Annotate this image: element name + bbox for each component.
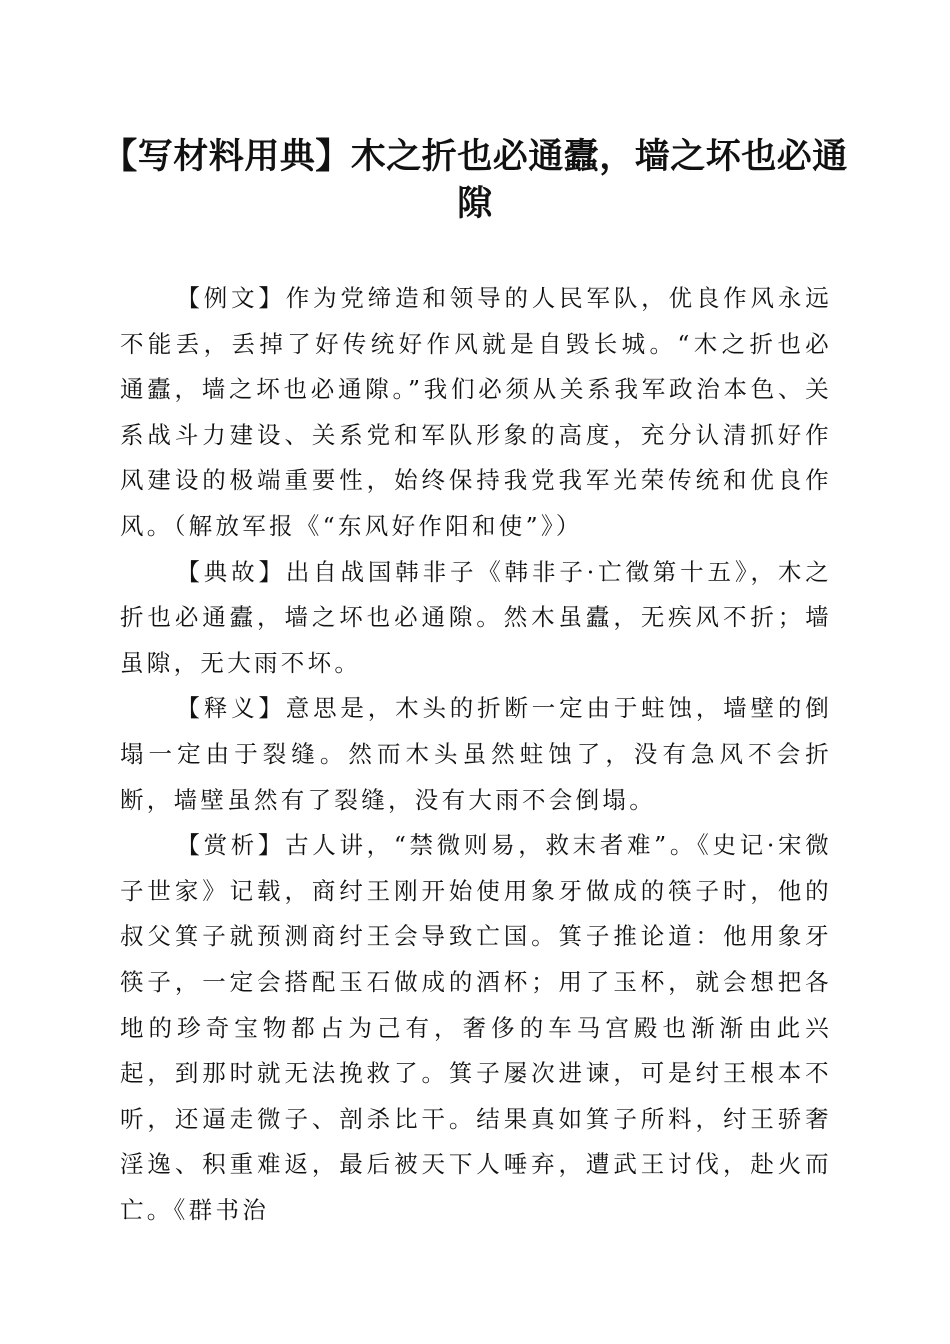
paragraph-example: [120, 276, 832, 550]
paragraph-label-allusion: 【典故】: [176, 557, 286, 586]
paragraph-text-meaning: 意思是，木头的折断一定由于蛀蚀，墙壁的倒塌一定由于裂缝。然而木头虽然蛀蚀了，没有急风不会折断，墙壁虽然有了裂缝，没有大雨不会倒塌。: [120, 694, 832, 814]
paragraph-text-example: 作为党缔造和领导的人民军队，优良作风永远不能丢，丢掉了好传统好作风就是自毁长城。“木之折也必通蠹，墙之坏也必通隙。”我们必须从关系我军政治本色、关系战斗力建设、关系党和军队形象的高度，充分认清抓好作风建设的极端重要性，始终保持我党我军光荣传统和优良作风。（解放军报《“东风好作阳和使”》）: [120, 284, 832, 540]
paragraph-label-example: 【例文】: [176, 284, 286, 312]
paragraph-label-appreciation: 【赏析】: [176, 831, 286, 860]
paragraph-allusion: [120, 550, 832, 687]
paragraph-meaning: [120, 686, 832, 823]
paragraph-appreciation: [120, 823, 832, 1233]
paragraph-label-meaning: 【释义】: [176, 694, 286, 723]
paragraph-text-allusion: 出自战国韩非子《韩非子·亡徵第十五》，木之折也必通蠹，墙之坏也必通隙。然木虽蠹，无疾风不折；墙虽隙，无大雨不坏。: [120, 557, 832, 677]
document-title: 【写材料用典】木之折也必通蠹，墙之坏也必通隙: [102, 136, 848, 224]
document-body: [120, 276, 832, 1233]
paragraph-text-appreciation: 古人讲，“禁微则易，救末者难”。《史记·宋微子世家》记载，商纣王刚开始使用象牙做成的筷子时，他的叔父箕子就预测商纣王会导致亡国。箕子推论道：他用象牙筷子，一定会搭配玉石做成的酒杯；用了玉杯，就会想把各地的珍奇宝物都占为己有，奢侈的车马宫殿也渐渐由此兴起，到那时就无法挽救了。箕子屡次进谏，可是纣王根本不听，还逼走微子、剖杀比干。结果真如箕子所料，纣王骄奢淫逸、积重难返，最后被天下人唾弃，遭武王讨伐，赴火而亡。《群书治: [120, 831, 832, 1224]
